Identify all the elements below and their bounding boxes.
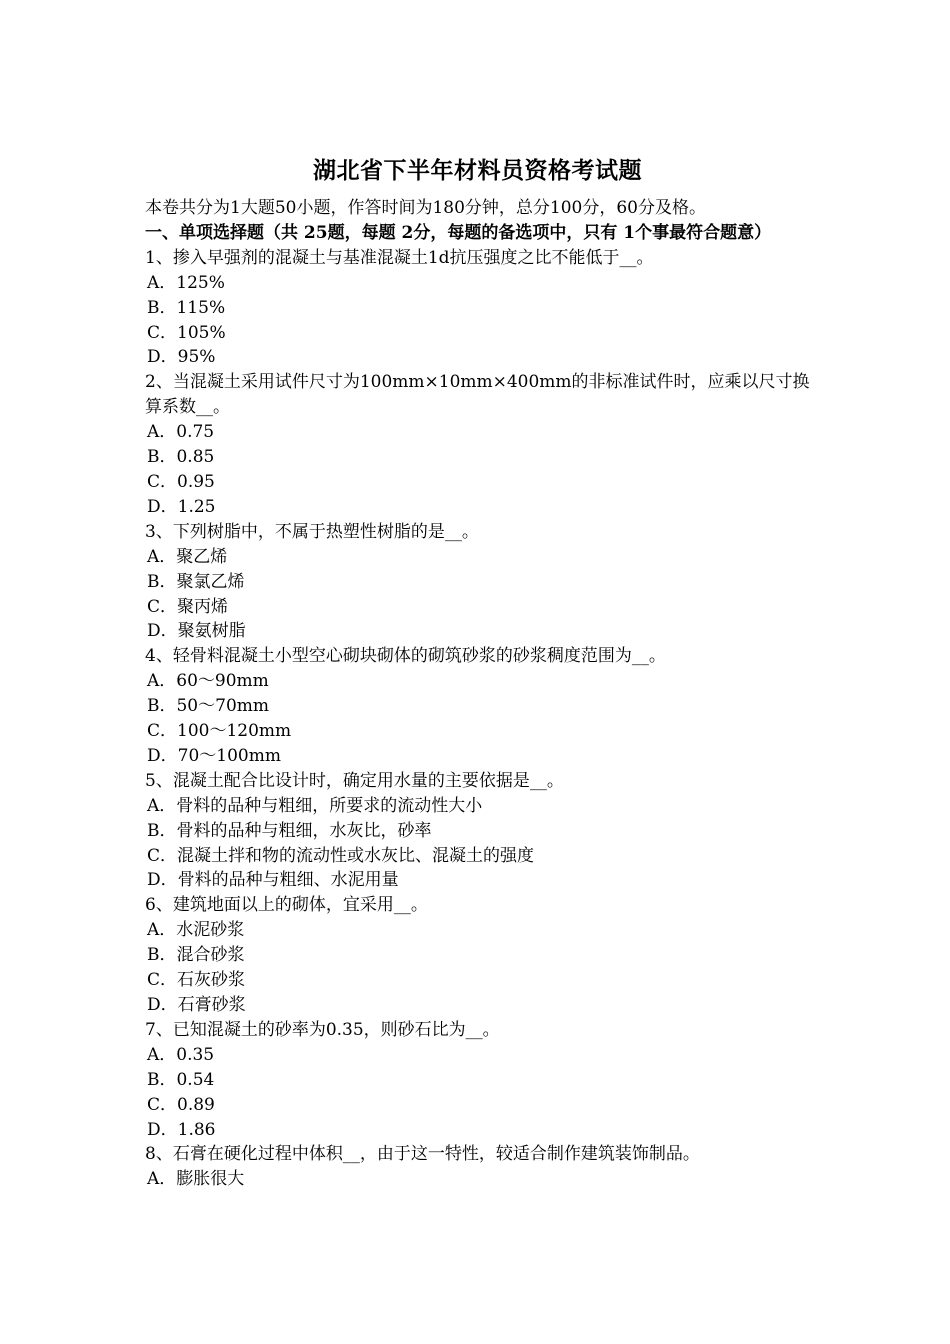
answer-option: B．0.85 (147, 447, 215, 468)
answer-option: B．115% (147, 297, 226, 318)
answer-option: C．混凝土拌和物的流动性或水灰比、混凝土的强度 (147, 845, 535, 866)
answer-option: D．95% (147, 347, 216, 368)
answer-option: B．混合砂浆 (147, 945, 245, 966)
question-block (145, 520, 810, 645)
answer-option: B．0.54 (147, 1069, 215, 1090)
question-block (145, 1018, 810, 1143)
answer-option: D．石膏砂浆 (147, 995, 246, 1015)
question-block (145, 644, 810, 769)
answer-option: C．0.95 (147, 471, 215, 492)
question-stem: 2、当混凝土采用试件尺寸为100mm×10mm×400mm的非标准试件时，应乘以尺寸换算系数__。 (145, 372, 810, 418)
answer-option: D．骨料的品种与粗细、水泥用量 (147, 870, 399, 891)
answer-option: D．1.25 (147, 496, 216, 517)
answer-option: A．0.35 (147, 1044, 215, 1065)
section-heading: 一、单项选择题（共 25题，每题 2分，每题的备选项中，只有 1个事最符合题意） (145, 222, 772, 243)
exam-intro: 本卷共分为1大题50小题，作答时间为180分钟，总分100分，60分及格。 (145, 198, 706, 218)
answer-option: A．骨料的品种与粗细，所要求的流动性大小 (147, 795, 483, 816)
answer-option: C．105% (147, 322, 226, 343)
question-stem: 7、已知混凝土的砂率为0.35，则砂石比为__。 (145, 1019, 500, 1040)
answer-option: D．1.86 (147, 1119, 216, 1140)
answer-option: A．60～90mm (147, 671, 269, 692)
answer-option: C．石灰砂浆 (147, 970, 246, 991)
answer-option: A．0.75 (147, 422, 215, 443)
answer-option: C．聚丙烯 (147, 596, 229, 617)
answer-option: A．聚乙烯 (147, 546, 228, 567)
question-stem: 3、下列树脂中，不属于热塑性树脂的是__。 (145, 521, 479, 542)
answer-option: B．聚氯乙烯 (147, 571, 245, 592)
question-block (145, 769, 810, 894)
question-block (145, 370, 810, 519)
document-title: 湖北省下半年材料员资格考试题 (313, 157, 642, 184)
answer-option: B．50～70mm (147, 696, 269, 717)
answer-option: B．骨料的品种与粗细，水灰比，砂率 (147, 820, 432, 841)
answer-option: D．聚氨树脂 (147, 621, 246, 642)
question-list (145, 246, 810, 1192)
document-body (145, 153, 810, 1192)
question-stem: 4、轻骨料混凝土小型空心砌块砌体的砌筑砂浆的砂浆稠度范围为__。 (145, 646, 666, 667)
answer-option: A．125% (147, 272, 225, 293)
question-stem: 8、石膏在硬化过程中体积__，由于这一特性，较适合制作建筑装饰制品。 (145, 1144, 700, 1165)
question-stem: 6、建筑地面以上的砌体，宜采用__。 (145, 895, 428, 916)
question-block (145, 1142, 810, 1192)
question-stem: 1、掺入早强剂的混凝土与基准混凝土1d抗压强度之比不能低于__。 (145, 247, 654, 268)
answer-option: A．水泥砂浆 (147, 920, 245, 941)
answer-option: D．70～100mm (147, 745, 281, 766)
question-stem: 5、混凝土配合比设计时，确定用水量的主要依据是__。 (145, 770, 564, 791)
answer-option: A．膨胀很大 (147, 1169, 245, 1190)
question-block (145, 246, 810, 371)
answer-option: C．100～120mm (147, 721, 292, 742)
answer-option: C．0.89 (147, 1094, 215, 1115)
question-block (145, 893, 810, 1018)
